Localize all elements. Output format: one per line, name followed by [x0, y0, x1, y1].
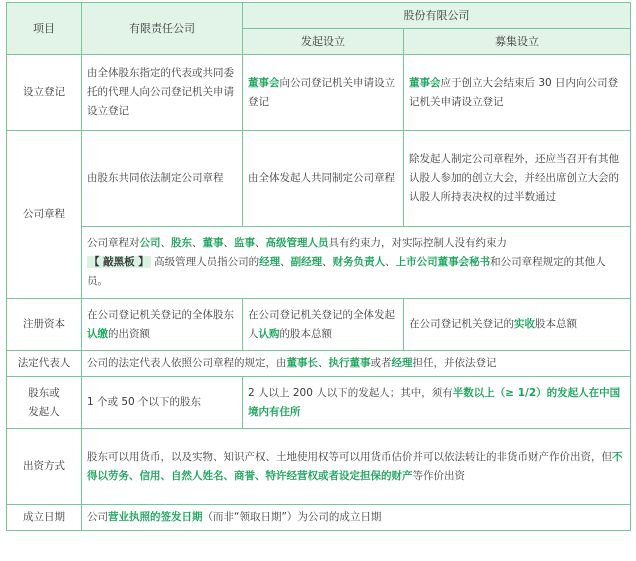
row-label: 法定代表人	[7, 351, 82, 377]
row-registration	[7, 55, 631, 131]
row-shareholders	[7, 377, 631, 429]
cell-subscription: 董事会应于创立大会结束后 30 日内向公司登记机关申请设立登记	[404, 55, 631, 131]
cell-legal-rep: 公司的法定代表人依照公司章程的规定，由董事长、执行董事或者经理担任，并依法登记	[82, 351, 631, 377]
cell-promotion: 由全体发起人共同制定公司章程	[243, 131, 404, 227]
header-jsc: 股份有限公司	[243, 3, 631, 29]
cell-jsc: 2 人以上 200 人以下的发起人；其中，须有半数以上（≥ 1/2）的发起人在中国境内有住所	[243, 377, 631, 429]
cell-llc: 由股东共同依法制定公司章程	[82, 131, 243, 227]
cell-establishment: 公司营业执照的签发日期（而非“领取日期”）为公司的成立日期	[82, 505, 631, 531]
company-comparison-table	[6, 2, 631, 531]
note-tag: 【 敲黑板 】	[89, 256, 149, 268]
cell-contribution: 股东可以用货币，以及实物、知识产权、土地使用权等可以用货币估价并可以依法转让的非货币财产作价出资，但不得以劳务、信用、自然人姓名、商誉、特许经营权或者设定担保的财产等作价出资	[82, 429, 631, 505]
header-item: 项目	[7, 3, 82, 55]
binding-text: 公司章程对公司、股东、董事、监事、高级管理人员具有约束力，对实际控制人没有约束力	[87, 237, 507, 249]
cell-subscription: 除发起人制定公司章程外，还应当召开有其他认股人参加的创立大会，并经出席创立大会的认股人所持表决权的过半数通过	[404, 131, 631, 227]
row-label: 成立日期	[7, 505, 82, 531]
cell-promotion: 董事会向公司登记机关申请设立登记	[243, 55, 404, 131]
note-text: 【 敲黑板 】 高级管理人员指公司的经理、副经理、财务负责人、上市公司董事会秘书和公司章程规定的其他人员。	[87, 256, 606, 287]
row-label: 注册资本	[7, 299, 82, 351]
row-establishment	[7, 505, 631, 531]
cell-llc: 由全体股东指定的代表或共同委托的代理人向公司登记机关申请设立登记	[82, 55, 243, 131]
header-llc: 有限责任公司	[82, 3, 243, 55]
row-articles	[7, 131, 631, 227]
header-subscription: 募集设立	[404, 29, 631, 55]
cell-llc: 在公司登记机关登记的全体股东认缴的出资额	[82, 299, 243, 351]
row-label: 公司章程	[7, 131, 82, 299]
row-articles-binding	[7, 227, 631, 299]
cell-subscription: 在公司登记机关登记的实收股本总额	[404, 299, 631, 351]
header-promotion: 发起设立	[243, 29, 404, 55]
row-label: 设立登记	[7, 55, 82, 131]
cell-articles-binding	[82, 227, 631, 299]
row-legal-rep	[7, 351, 631, 377]
row-capital	[7, 299, 631, 351]
row-contribution	[7, 429, 631, 505]
header-row	[7, 3, 631, 29]
row-label: 股东或 发起人	[7, 377, 82, 429]
cell-llc: 1 个或 50 个以下的股东	[82, 377, 243, 429]
row-label: 出资方式	[7, 429, 82, 505]
cell-promotion: 在公司登记机关登记的全体发起人认购的股本总额	[243, 299, 404, 351]
